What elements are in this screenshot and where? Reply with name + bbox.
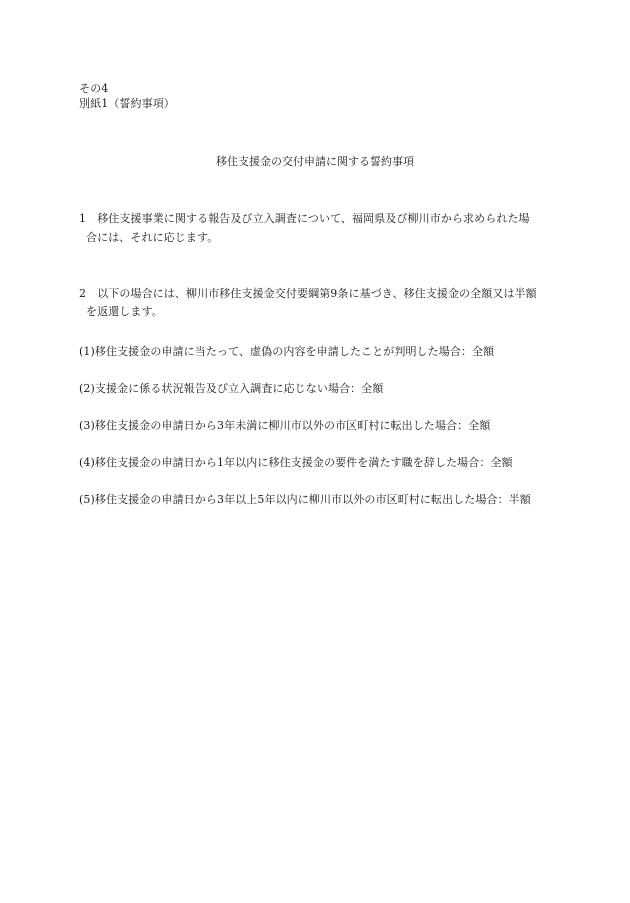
item-2-line-1: 2 以下の場合には、柳川市移住支援金交付要綱第9条に基づき、移住支援金の全額又は半額 xyxy=(79,287,537,300)
item-1-line-2: 合には、それに応じます。 xyxy=(86,231,219,244)
attachment-label: 別紙1（誓約事項） xyxy=(79,97,175,110)
condition-4: (4)移住支援金の申請日から1年以内に移住支援金の要件を満たす職を辞した場合：全額 xyxy=(79,456,513,469)
item-1-line-1: 1 移住支援事業に関する報告及び立入調査について、福岡県及び柳川市から求められた場 xyxy=(79,212,530,225)
condition-5: (5)移住支援金の申請日から3年以上5年以内に柳川市以外の市区町村に転出した場合：半額 xyxy=(79,493,531,506)
section-label: その4 xyxy=(79,82,109,95)
condition-2: (2)支援金に係る状況報告及び立入調査に応じない場合：全額 xyxy=(79,382,384,395)
item-2-line-2: を返還します。 xyxy=(86,305,163,318)
condition-3: (3)移住支援金の申請日から3年未満に柳川市以外の市区町村に転出した場合：全額 xyxy=(79,419,491,432)
condition-1: (1)移住支援金の申請に当たって、虚偽の内容を申請したことが判明した場合：全額 xyxy=(79,345,495,358)
document-title: 移住支援金の交付申請に関する誓約事項 xyxy=(216,155,414,168)
